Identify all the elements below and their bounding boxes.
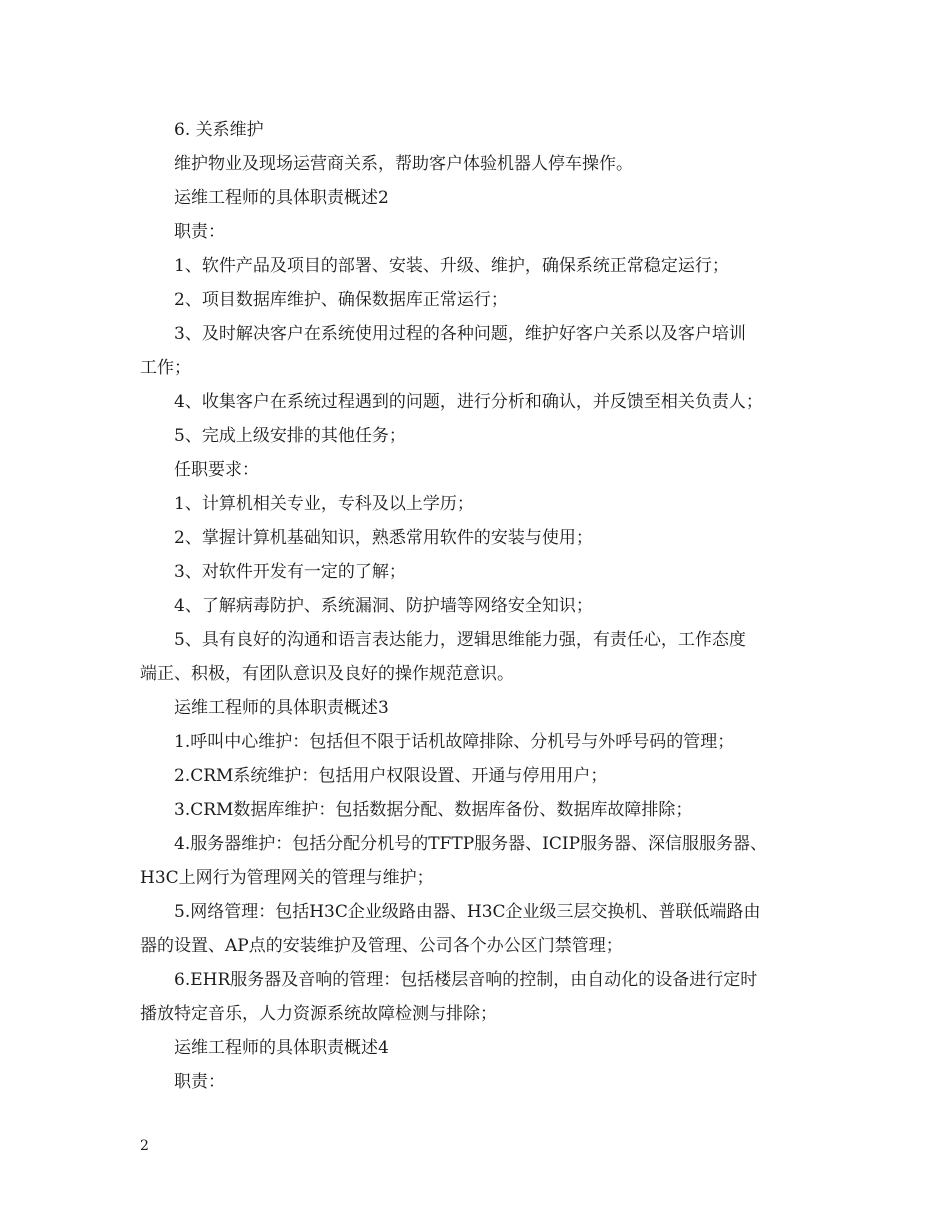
text-line: 端正、积极，有团队意识及良好的操作规范意识。 [140,664,514,684]
text-line: 器的设置、AP点的安装维护及管理、公司各个办公区门禁管理； [140,936,623,956]
text-line: 维护物业及现场运营商关系，帮助客户体验机器人停车操作。 [174,154,633,174]
text-line: 6.EHR服务器及音响的管理：包括楼层音响的控制，由自动化的设备进行定时 [174,970,758,990]
text-line: 1.呼叫中心维护：包括但不限于话机故障排除、分机号与外呼号码的管理； [174,732,735,752]
text-line: 6. 关系维护 [174,120,264,140]
text-line: 播放特定音乐，人力资源系统故障检测与排除； [140,1004,497,1024]
text-line: 3、及时解决客户在系统使用过程的各种问题，维护好客户关系以及客户培训 [174,324,746,344]
text-line: 运维工程师的具体职责概述4 [174,1038,389,1058]
text-line: H3C上网行为管理网关的管理与维护； [140,868,434,888]
text-line: 3、对软件开发有一定的了解； [174,562,406,582]
text-line: 职责： [174,1072,225,1092]
text-line: 1、软件产品及项目的部署、安装、升级、维护，确保系统正常稳定运行； [174,256,729,276]
text-line: 4.服务器维护：包括分配分机号的TFTP服务器、ICIP服务器、深信服服务器、 [174,834,768,854]
text-line: 2、掌握计算机基础知识，熟悉常用软件的安装与使用； [174,528,593,548]
text-line: 工作； [140,358,191,378]
text-line: 2.CRM系统维护：包括用户权限设置、开通与停用用户； [174,766,608,786]
text-line: 5、完成上级安排的其他任务； [174,426,406,446]
document-body [140,113,820,1099]
text-line: 3.CRM数据库维护：包括数据分配、数据库备份、数据库故障排除； [174,800,693,820]
text-line: 运维工程师的具体职责概述2 [174,188,389,208]
text-line: 运维工程师的具体职责概述3 [174,698,389,718]
text-line: 4、了解病毒防护、系统漏洞、防护墙等网络安全知识； [174,596,593,616]
text-line: 5、具有良好的沟通和语言表达能力，逻辑思维能力强，有责任心，工作态度 [174,630,746,650]
text-line: 职责： [174,222,225,242]
page-number: 2 [140,1138,149,1154]
text-line: 5.网络管理：包括H3C企业级路由器、H3C企业级三层交换机、普联低端路由 [174,902,761,922]
text-line: 2、项目数据库维护、确保数据库正常运行； [174,290,508,310]
text-line: 1、计算机相关专业，专科及以上学历； [174,494,474,514]
text-line: 任职要求： [174,460,259,480]
text-line: 4、收集客户在系统过程遇到的问题，进行分析和确认，并反馈至相关负责人； [174,392,763,412]
